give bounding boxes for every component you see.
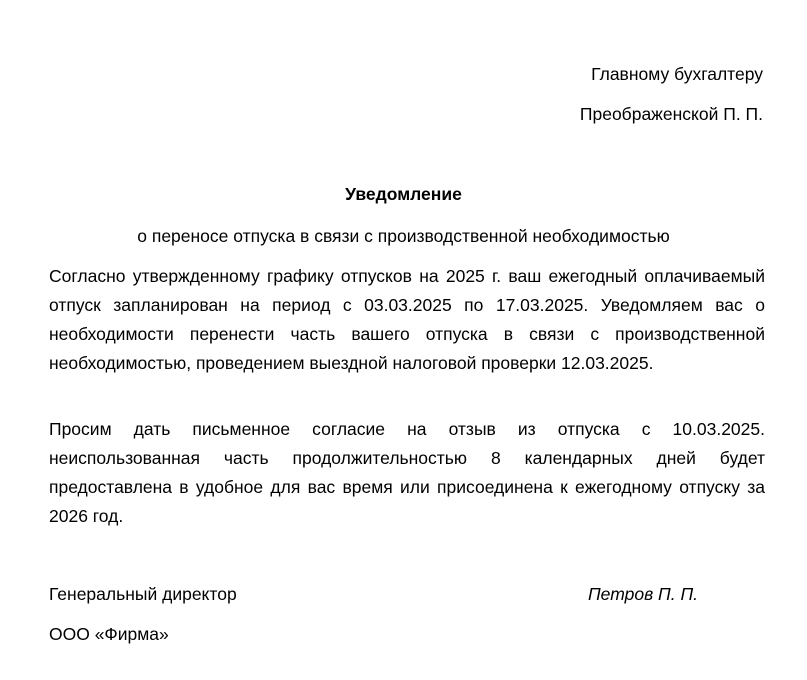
document-subtitle: о переносе отпуска в связи с производственной необходимостью	[137, 226, 670, 246]
recipient-position: Главному бухгалтеру	[591, 64, 763, 84]
signer-name: Петров П. П.	[588, 584, 699, 604]
signer-position: Генеральный директор	[49, 584, 237, 604]
signer-company: ООО «Фирма»	[49, 624, 169, 644]
body-paragraph-1: Согласно утвержденному графику отпусков на 2025 г. ваш ежегодный оплачиваемый отпуск запланирован на период с 03.03.2025 по 17.03.2025. Уведомляем вас о необходимости перенести часть вашего отпуска в связи с производственной необходимостью, проведением выездной налоговой проверки 12.03.2025.	[49, 266, 765, 373]
recipient-name: Преображенской П. П.	[579, 104, 763, 124]
body-paragraph-2: Просим дать письменное согласие на отзыв из отпуска с 10.03.2025. неиспользованная часть продолжительностью 8 календарных дней будет предоставлена в удобное для вас время или присоединена к ежегодному отпуску за 2026 год.	[49, 419, 765, 526]
document-title: Уведомление	[345, 184, 462, 204]
